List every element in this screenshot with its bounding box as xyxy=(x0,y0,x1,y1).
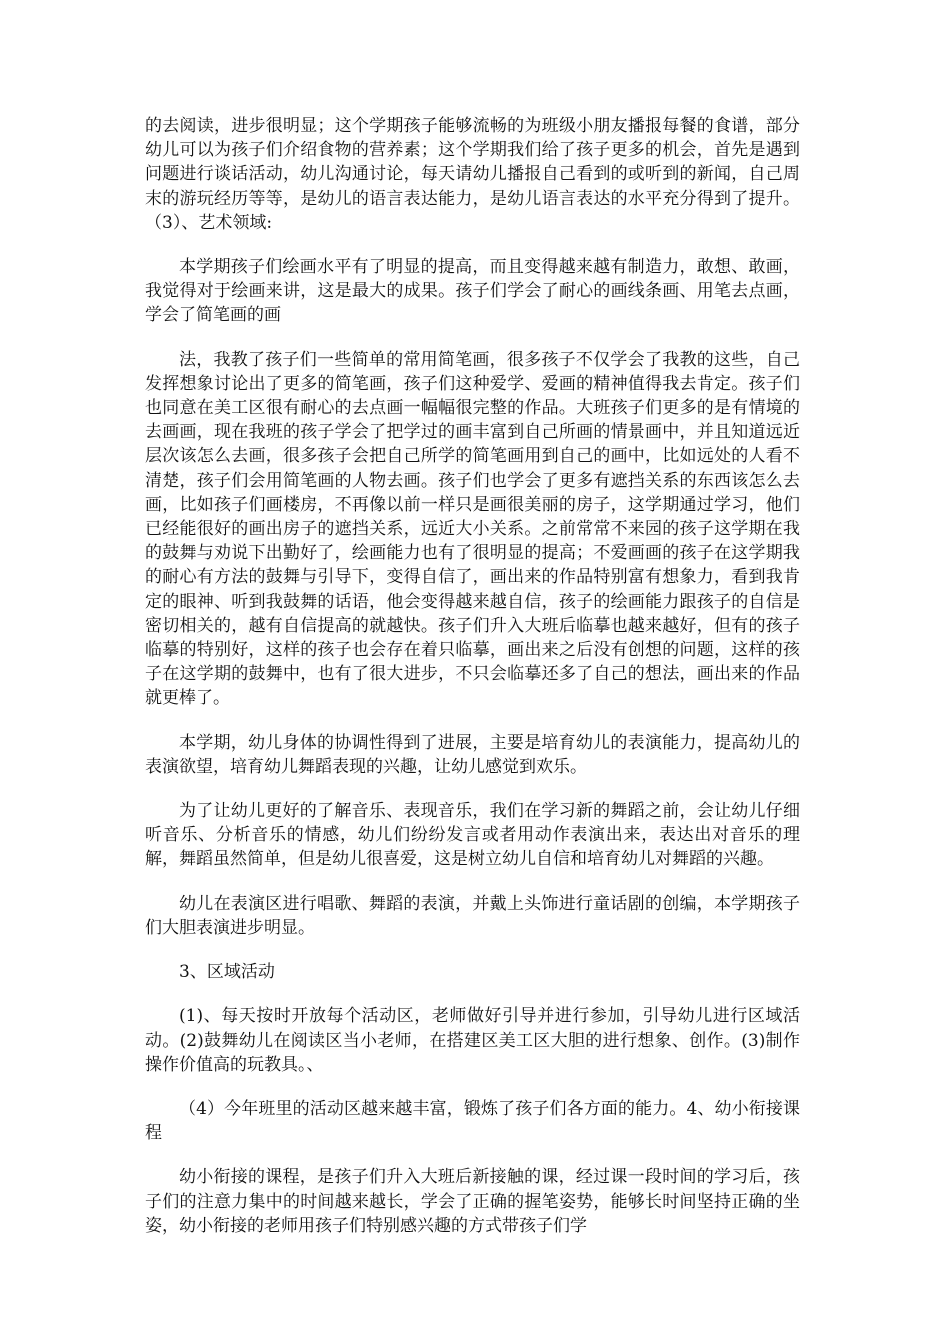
paragraph-simple-drawing-methods: 法，我教了孩子们一些简单的常用简笔画，很多孩子不仅学会了我教的这些，自己发挥想象讨论出了更多的简笔画，孩子们这种爱学、爱画的精神值得我去肯定。孩子们也同意在美工区很有耐心的去点画一幅幅很完整的作品。大班孩子们更多的是有情境的去画画，现在我班的孩子学会了把学过的画丰富到自己所画的情景画中，并且知道远近层次该怎么去画，很多孩子会把自己所学的简笔画用到自己的画中，比如远处的人看不清楚，孩子们会用简笔画的人物去画。孩子们也学会了更多有遮挡关系的东西该怎么去画，比如孩子们画楼房，不再像以前一样只是画很美丽的房子，这学期通过学习，他们已经能很好的画出房子的遮挡关系，远近大小关系。之前常常不来园的孩子这学期在我的鼓舞与劝说下出勤好了，绘画能力也有了很明显的提高；不爱画画的孩子在这学期我的耐心有方法的鼓舞与引导下，变得自信了，画出来的作品特别富有想象力，看到我肯定的眼神、听到我鼓舞的话语，他会变得越来越自信，孩子的绘画能力跟孩子的自信是密切相关的，越有自信提高的就越快。孩子们升入大班后临摹也越来越好，但有的孩子临摹的特别好，这样的孩子也会存在着只临摹，画出来之后没有创想的问题，这样的孩子在这学期的鼓舞中，也有了很大进步，不只会临摹还多了自己的想法，画出来的作品就更棒了。 xyxy=(145,349,800,709)
paragraph-art-drawing-progress: 本学期孩子们绘画水平有了明显的提高，而且变得越来越有制造力，敢想、敢画，我觉得对于绘画来讲，这是最大的成果。孩子们学会了耐心的画线条画、用笔去点画，学会了简笔画的画 xyxy=(145,257,800,326)
paragraph-body-coordination: 本学期，幼儿身体的协调性得到了进展，主要是培育幼儿的表演能力，提高幼儿的表演欲望，培育幼儿舞蹈表现的兴趣，让幼儿感觉到欢乐。 xyxy=(145,732,800,777)
paragraph-language-domain: 的去阅读，进步很明显；这个学期孩子能够流畅的为班级小朋友播报每餐的食谱，部分幼儿可以为孩子们介绍食物的营养素；这个学期我们给了孩子更多的机会，首先是遇到问题进行谈话活动，幼儿沟通讨论，每天请幼儿播报自己看到的或听到的新闻，自己周末的游玩经历等等，是幼儿的语言表达能力，是幼儿语言表达的水平充分得到了提升。（3）、艺术领域: xyxy=(145,116,800,233)
paragraph-performance-area: 幼儿在表演区进行唱歌、舞蹈的表演，并戴上头饰进行童话剧的创编，本学期孩子们大胆表演进步明显。 xyxy=(145,893,800,938)
paragraph-activity-areas-richer: （4）今年班里的活动区越来越丰富，锻炼了孩子们各方面的能力。4、幼小衔接课程 xyxy=(145,1098,800,1144)
section-heading-area-activities: 3、区域活动 xyxy=(179,962,275,983)
paragraph-primary-transition-course: 幼小衔接的课程，是孩子们升入大班后新接触的课，经过课一段时间的学习后，孩子们的注意力集中的时间越来越长，学会了正确的握笔姿势，能够长时间坚持正确的坐姿，幼小衔接的老师用孩子们特别感兴趣的方式带孩子们学 xyxy=(145,1167,800,1236)
paragraph-music-dance: 为了让幼儿更好的了解音乐、表现音乐，我们在学习新的舞蹈之前，会让幼儿仔细听音乐、分析音乐的情感，幼儿们纷纷发言或者用动作表演出来，表达出对音乐的理解，舞蹈虽然简单，但是幼儿很喜爱，这是树立幼儿自信和培育幼儿对舞蹈的兴趣。 xyxy=(145,801,800,870)
document-body xyxy=(145,114,800,1258)
paragraph-area-activities-list: (1)、每天按时开放每个活动区，老师做好引导并进行参加，引导幼儿进行区域活动。(2)鼓舞幼儿在阅读区当小老师，在搭建区美工区大胆的进行想象、创作。(3)制作操作价值高的玩教具。、 xyxy=(145,1006,800,1075)
